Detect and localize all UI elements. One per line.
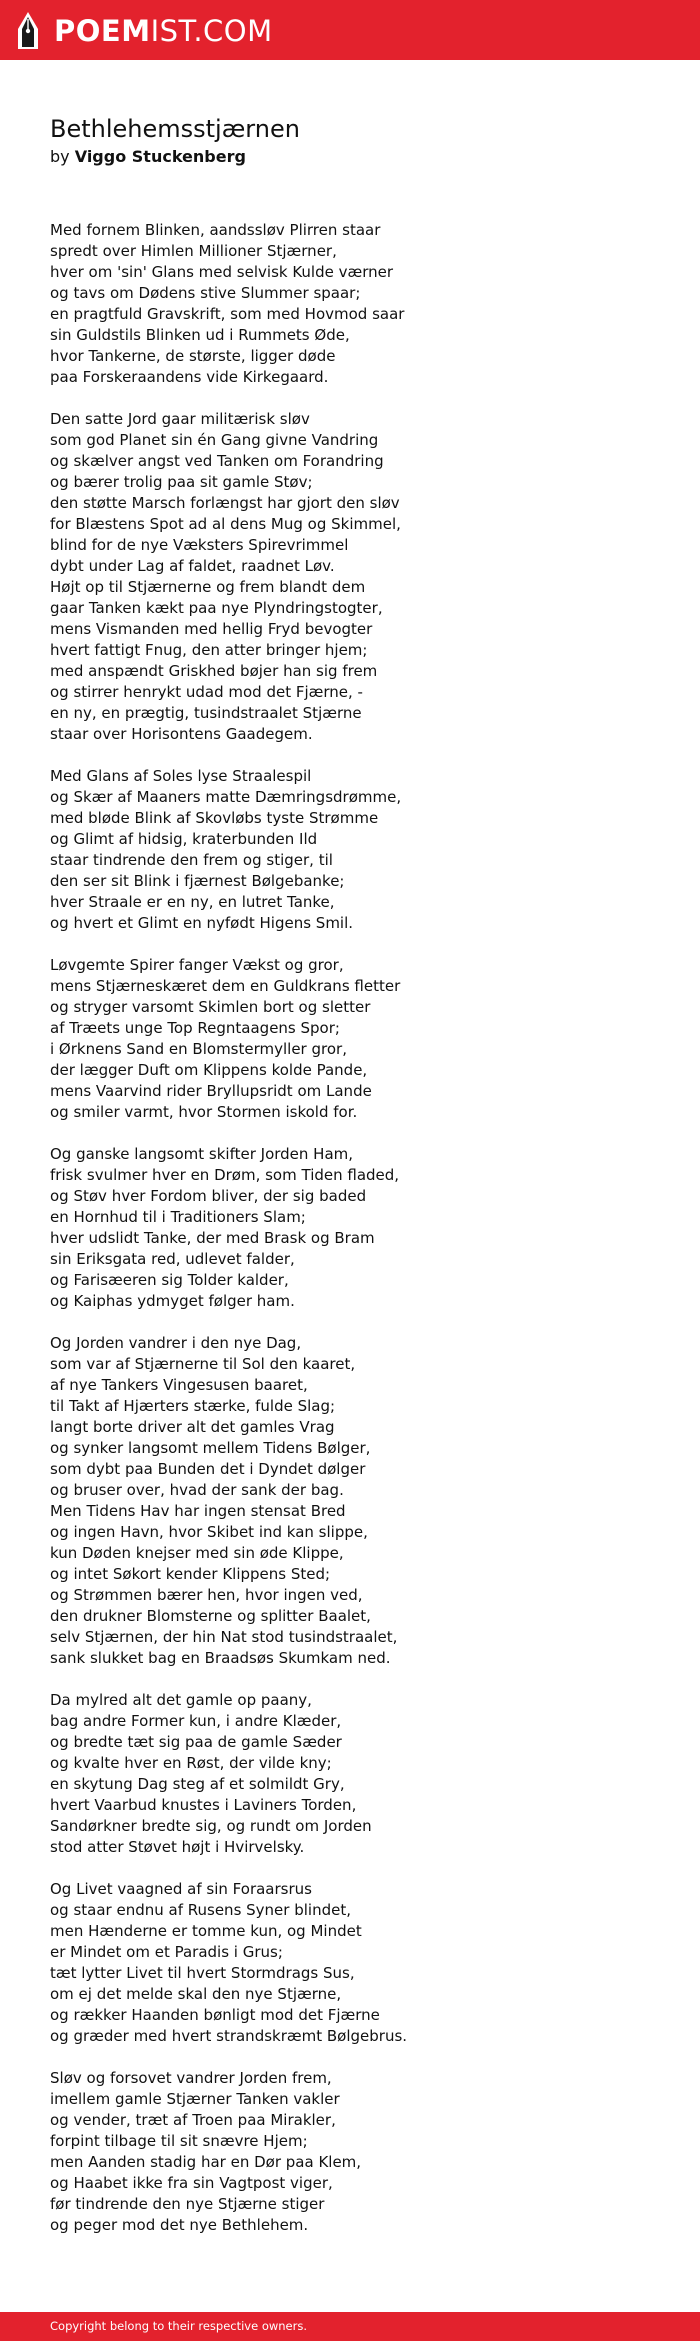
poem-line: stod atter Støvet højt i Hvirvelsky.	[50, 1838, 305, 1856]
poem-line: den ser sit Blink i fjærnest Bølgebanke;	[50, 872, 345, 890]
poem-line: og Strømmen bærer hen, hvor ingen ved,	[50, 1586, 363, 1604]
poem-line: og bruser over, hvad der sank der bag.	[50, 1481, 344, 1499]
poem-line: mens Vismanden med hellig Fryd bevogter	[50, 620, 373, 638]
poem-line: Og ganske langsomt skifter Jorden Ham,	[50, 1145, 354, 1163]
poem-line: mens Vaarvind rider Bryllupsridt om Lande	[50, 1082, 372, 1100]
poem-line: blind for de nye Væksters Spirevrimmel	[50, 536, 349, 554]
author-link[interactable]: Viggo Stuckenberg	[74, 147, 246, 166]
poem-line: hver Straale er en ny, en lutret Tanke,	[50, 893, 335, 911]
stanza	[50, 2068, 650, 2236]
poem-line: som dybt paa Bunden det i Dyndet dølger	[50, 1460, 366, 1478]
poem-line: dybt under Lag af faldet, raadnet Løv.	[50, 557, 335, 575]
poem-line: Og Jorden vandrer i den nye Dag,	[50, 1334, 302, 1352]
poem-line: frisk svulmer hver en Drøm, som Tiden fladed,	[50, 1166, 400, 1184]
poem-line: Sløv og forsovet vandrer Jorden frem,	[50, 2069, 332, 2087]
stanza	[50, 1333, 650, 1669]
poem-line: hvor Tankerne, de største, ligger døde	[50, 347, 336, 365]
poem-line: bag andre Former kun, i andre Klæder,	[50, 1712, 342, 1730]
poem-line: sin Eriksgata red, udlevet falder,	[50, 1250, 295, 1268]
poem-line: sin Guldstils Blinken ud i Rummets Øde,	[50, 326, 350, 344]
poem-line: med anspændt Griskhed bøjer han sig frem	[50, 662, 378, 680]
poem-line: og smiler varmt, hvor Stormen iskold for.	[50, 1103, 358, 1121]
poem-line: paa Forskeraandens vide Kirkegaard.	[50, 368, 329, 386]
poem-line: og Farisæeren sig Tolder kalder,	[50, 1271, 289, 1289]
poem-line: og hvert et Glimt en nyfødt Higens Smil.	[50, 914, 354, 932]
stanza	[50, 766, 650, 934]
stanza	[50, 1879, 650, 2047]
poem-body	[50, 220, 650, 2257]
poem-line: en Hornhud til i Traditioners Slam;	[50, 1208, 306, 1226]
poem-line: staar over Horisontens Gaadegem.	[50, 725, 313, 743]
poem-line: og stryger varsomt Skimlen bort og sletter	[50, 998, 371, 1016]
logo-bold-text: POEM	[54, 14, 151, 48]
poem-line: staar tindrende den frem og stiger, til	[50, 851, 333, 869]
poem-line: der lægger Duft om Klippens kolde Pande,	[50, 1061, 368, 1079]
poem-line: Løvgemte Spirer fanger Vækst og gror,	[50, 956, 344, 974]
poem-line: til Takt af Hjærters stærke, fulde Slag;	[50, 1397, 336, 1415]
poem-line: og staar endnu af Rusens Syner blindet,	[50, 1901, 351, 1919]
poem-line: og rækker Haanden bønligt mod det Fjærne	[50, 2006, 380, 2024]
poem-line: og Kaiphas ydmyget følger ham.	[50, 1292, 295, 1310]
poem-line: sank slukket bag en Braadsøs Skumkam ned.	[50, 1649, 391, 1667]
poem-title: Bethlehemsstjærnen	[50, 115, 300, 143]
poem-line: af nye Tankers Vingesusen baaret,	[50, 1376, 308, 1394]
poem-line: og vender, træt af Troen paa Mirakler,	[50, 2111, 336, 2129]
poem-line: den støtte Marsch forlængst har gjort den sløv	[50, 494, 400, 512]
poem-line: Da mylred alt det gamle op paany,	[50, 1691, 312, 1709]
poem-line: den drukner Blomsterne og splitter Baalet,	[50, 1607, 371, 1625]
poem-line: langt borte driver alt det gamles Vrag	[50, 1418, 335, 1436]
poem-line: Sandørkner bredte sig, og rundt om Jorden	[50, 1817, 372, 1835]
poem-line: og intet Søkort kender Klippens Sted;	[50, 1565, 331, 1583]
poem-line: er Mindet om et Paradis i Grus;	[50, 1943, 283, 1961]
poem-line: og bredte tæt sig paa de gamle Sæder	[50, 1733, 342, 1751]
poem-line: hver om 'sin' Glans med selvisk Kulde værner	[50, 263, 394, 281]
poem-line: gaar Tanken kækt paa nye Plyndringstogter,	[50, 599, 383, 617]
poem-line: og Støv hver Fordom bliver, der sig baded	[50, 1187, 367, 1205]
poem-line: Men Tidens Hav har ingen stensat Bred	[50, 1502, 346, 1520]
stanza	[50, 409, 650, 745]
poem-line: og græder med hvert strandskræmt Bølgebrus.	[50, 2027, 408, 2045]
poem-line: og tavs om Dødens stive Slummer spaar;	[50, 284, 361, 302]
site-logo[interactable]	[16, 11, 273, 51]
site-header	[0, 0, 700, 60]
poem-line: og synker langsomt mellem Tidens Bølger,	[50, 1439, 371, 1457]
poem-line: før tindrende den nye Stjærne stiger	[50, 2195, 325, 2213]
poem-line: som var af Stjærnerne til Sol den kaaret,	[50, 1355, 356, 1373]
poem-line: Højt op til Stjærnerne og frem blandt dem	[50, 578, 366, 596]
byline	[50, 146, 300, 168]
pen-nib-icon	[16, 11, 40, 51]
copyright-text: Copyright belong to their respective owners.	[50, 2319, 308, 2333]
poem-line: men Aanden stadig har en Dør paa Klem,	[50, 2153, 362, 2171]
poem-line: men Hænderne er tomme kun, og Mindet	[50, 1922, 362, 1940]
poem-line: for Blæstens Spot ad al dens Mug og Skimmel,	[50, 515, 401, 533]
poem-line: Den satte Jord gaar militærisk sløv	[50, 410, 310, 428]
poem-line: kun Døden knejser med sin øde Klippe,	[50, 1544, 344, 1562]
poem-line: spredt over Himlen Millioner Stjærner,	[50, 242, 337, 260]
site-footer	[0, 2312, 700, 2341]
poem-line: imellem gamle Stjærner Tanken vakler	[50, 2090, 340, 2108]
poem-line: forpint tilbage til sit snævre Hjem;	[50, 2132, 308, 2150]
poem-line: tæt lytter Livet til hvert Stormdrags Sus,	[50, 1964, 355, 1982]
poem-line: hvert fattigt Fnug, den atter bringer hjem;	[50, 641, 368, 659]
logo-light-text: IST.COM	[150, 14, 273, 48]
poem-line: om ej det melde skal den nye Stjærne,	[50, 1985, 342, 2003]
poem-line: og Haabet ikke fra sin Vagtpost viger,	[50, 2174, 333, 2192]
poem-line: en pragtfuld Gravskrift, som med Hovmod saar	[50, 305, 405, 323]
poem-line: hvert Vaarbud knustes i Laviners Torden,	[50, 1796, 357, 1814]
poem-line: og stirrer henrykt udad mod det Fjærne, -	[50, 683, 363, 701]
stanza	[50, 1144, 650, 1312]
poem-line: og skælver angst ved Tanken om Forandring	[50, 452, 384, 470]
poem-line: Med fornem Blinken, aandssløv Plirren staar	[50, 221, 381, 239]
logo-wordmark	[54, 11, 273, 51]
poem-line: i Ørknens Sand en Blomstermyller gror,	[50, 1040, 347, 1058]
poem-line: Med Glans af Soles lyse Straalespil	[50, 767, 312, 785]
stanza	[50, 1690, 650, 1858]
poem-line: en ny, en prægtig, tusindstraalet Stjærne	[50, 704, 362, 722]
poem-line: som god Planet sin én Gang givne Vandring	[50, 431, 379, 449]
poem-line: og kvalte hver en Røst, der vilde kny;	[50, 1754, 332, 1772]
poem-line: selv Stjærnen, der hin Nat stod tusindstraalet,	[50, 1628, 398, 1646]
poem-line: mens Stjærneskæret dem en Guldkrans fletter	[50, 977, 401, 995]
stanza	[50, 220, 650, 388]
by-label: by	[50, 147, 70, 166]
poem-line: med bløde Blink af Skovløbs tyste Strømme	[50, 809, 379, 827]
poem-heading	[50, 114, 300, 168]
stanza	[50, 955, 650, 1123]
poem-line: hver udslidt Tanke, der med Brask og Bram	[50, 1229, 375, 1247]
poem-line: og Glimt af hidsig, kraterbunden Ild	[50, 830, 318, 848]
poem-line: af Træets unge Top Regntaagens Spor;	[50, 1019, 340, 1037]
poem-line: og peger mod det nye Bethlehem.	[50, 2216, 309, 2234]
poem-line: og ingen Havn, hvor Skibet ind kan slippe,	[50, 1523, 368, 1541]
poem-line: og Skær af Maaners matte Dæmringsdrømme,	[50, 788, 402, 806]
poem-line: en skytung Dag steg af et solmildt Gry,	[50, 1775, 345, 1793]
poem-line: og bærer trolig paa sit gamle Støv;	[50, 473, 313, 491]
poem-line: Og Livet vaagned af sin Foraarsrus	[50, 1880, 312, 1898]
